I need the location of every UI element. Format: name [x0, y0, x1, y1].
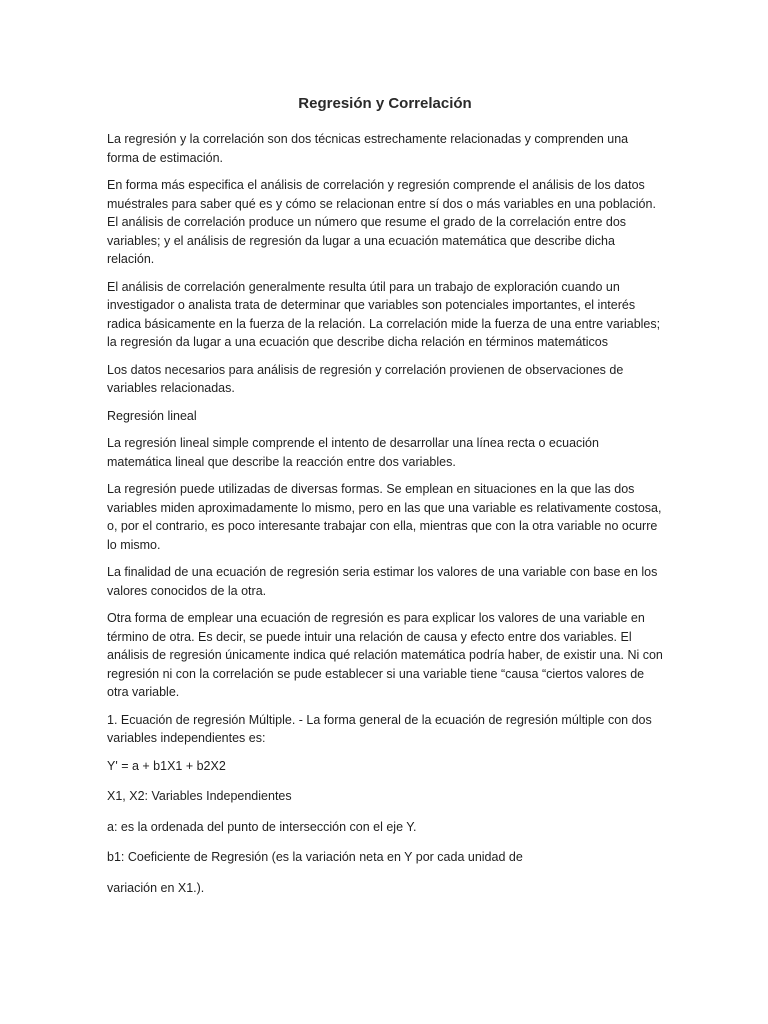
- paragraph-correlation-usefulness: El análisis de correlación generalmente resulta útil para un trabajo de exploración cuando un investigador o analista trata de determinar que variables son potenciales importantes, el interés radica básicamente en la fuerza de la relación. La correlación mide la fuerza de una entre variables; la regresión da lugar a una ecuación que describe dicha relación en términos matemáticos: [107, 279, 661, 349]
- document-content: [107, 94, 663, 906]
- definition-coefficient: b1: Coeficiente de Regresión (es la variación neta en Y por cada unidad de: [107, 850, 523, 864]
- equation-multiple-regression: Y' = a + b1X1 + b2X2: [107, 758, 226, 773]
- paragraph-intro: La regresión y la correlación son dos técnicas estrechamente relacionadas y comprenden una forma de estimación.: [107, 132, 629, 165]
- definition-independent-variables: X1, X2: Variables Independientes: [107, 789, 292, 803]
- definition-intercept: a: es la ordenada del punto de intersección con el eje Y.: [107, 819, 417, 834]
- paragraph-regression-explain: Otra forma de emplear una ecuación de regresión es para explicar los valores de una variable en término de otra. Es decir, se puede intuir una relación de causa y efecto entre dos variables. El análisis de regresión únicamente indica qué relación matemática podría haber, de existir una. Ni con regresión ni con la correlación se pude establecer si una variable tiene “causa “ciertos valores de otra variable.: [107, 611, 663, 699]
- paragraph-data-sources: Los datos necesarios para análisis de regresión y correlación provienen de observaciones de variables relacionadas.: [107, 362, 624, 395]
- section-heading-linear-regression: Regresión lineal: [107, 408, 197, 423]
- paragraph-regression-uses: La regresión puede utilizadas de diversas formas. Se emplean en situaciones en la que las dos variables miden aproximadamente lo mismo, pero en las que una variable es relativamente costosa, o, por el contrario, es poco interesante trabajar con ella, mientras que con la otra variable no ocurre lo mismo.: [107, 482, 662, 552]
- paragraph-linear-regression: La regresión lineal simple comprende el intento de desarrollar una línea recta o ecuación matemática lineal que describe la reacción entre dos variables.: [107, 436, 599, 469]
- paragraph-specific-analysis: En forma más especifica el análisis de correlación y regresión comprende el análisis de los datos muéstrales para saber qué es y cómo se relacionan entre sí dos o más variables en una población. El análisis de correlación produce un número que resume el grado de la correlación entre dos variables; y el análisis de regresión da lugar a una ecuación matemática que describe dicha relación.: [107, 178, 656, 266]
- document-title: Regresión y Correlación: [298, 95, 472, 112]
- paragraph-regression-purpose: La finalidad de una ecuación de regresión seria estimar los valores de una variable con base en los valores conocidos de la otra.: [107, 565, 658, 598]
- paragraph-multiple-regression: 1. Ecuación de regresión Múltiple. - La forma general de la ecuación de regresión múltiple con dos variables independientes es:: [107, 712, 652, 745]
- definition-coefficient-continued: variación en X1.).: [107, 880, 205, 895]
